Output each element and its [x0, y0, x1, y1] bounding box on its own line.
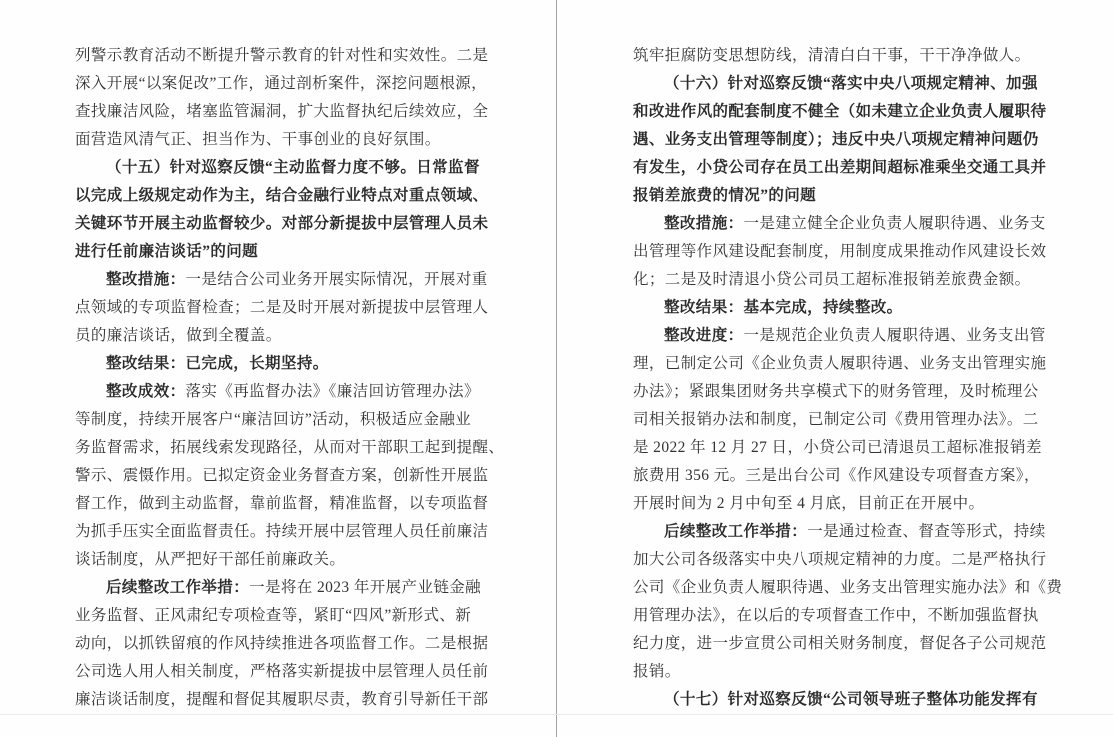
text-segment-bold: 后续整改工作举措：: [106, 579, 250, 596]
text-line: [633, 126, 1073, 154]
text-line: [75, 378, 516, 406]
page-divider: [556, 0, 557, 737]
text-segment-bold: 后续整改工作举措：: [664, 523, 808, 540]
text-segment: 出管理等作风建设配套制度，用制度成果推动作风建设长效: [633, 243, 1047, 260]
text-line: [633, 182, 1073, 210]
text-line: [633, 574, 1073, 602]
text-segment: 一是建立健全企业负责人履职待遇、业务支: [743, 215, 1046, 232]
text-segment: 一是通过检查、督查等形式，持续: [807, 523, 1046, 540]
text-segment-bold: 以完成上级规定动作为主，结合金融行业特点对重点领域、: [75, 187, 489, 204]
text-segment: 用管理办法》，在以后的专项督查工作中，不断加强监督执: [633, 607, 1039, 624]
text-segment: 是 2022 年 12 月 27 日，小贷公司已清退员工超标准报销差: [633, 439, 1042, 456]
text-segment-bold: 整改结果：: [664, 299, 744, 316]
text-line: [75, 238, 516, 266]
text-segment: 落实《再监督办法》《廉洁回访管理办法》: [185, 383, 480, 400]
text-segment-bold: 已完成，长期坚持。: [185, 355, 329, 372]
text-line: [75, 70, 516, 98]
text-segment-bold: 整改措施：: [664, 215, 744, 232]
text-line: [633, 434, 1073, 462]
text-segment-bold: 整改措施：: [106, 271, 186, 288]
text-segment: 谈话制度，从严把好干部任前廉政关。: [75, 551, 346, 568]
text-segment: 开展时间为 2 月中旬至 4 月底，目前正在开展中。: [633, 495, 985, 512]
text-line: [633, 294, 1073, 322]
text-line: [633, 546, 1073, 574]
text-line: [633, 686, 1073, 714]
text-segment: 查找廉洁风险，堵塞监管漏洞，扩大监督执纪后续效应，全: [75, 103, 489, 120]
text-line: [75, 686, 516, 714]
text-segment: 加大公司各级落实中央八项规定精神的力度。二是严格执行: [633, 551, 1047, 568]
text-segment: 深入开展“以案促改”工作，通过剖析案件，深挖问题根源，: [75, 75, 488, 92]
text-segment: 业务监督、正风肃纪专项检查等，紧盯“四风”新形式、新: [75, 607, 472, 624]
text-line: [633, 518, 1073, 546]
text-segment: 为抓手压实全面监督责任。持续开展中层管理人员任前廉洁: [75, 523, 489, 540]
text-segment-bold: 关键环节开展主动监督较少。对部分新提拔中层管理人员未: [75, 215, 489, 232]
text-segment: 一是结合公司业务开展实际情况，开展对重: [185, 271, 488, 288]
text-segment: 一是规范企业负责人履职待遇、业务支出管: [743, 327, 1046, 344]
text-line: [633, 350, 1073, 378]
text-line: [75, 434, 516, 462]
text-segment: 列警示教育活动不断提升警示教育的针对性和实效性。二是: [75, 47, 489, 64]
text-segment: 警示、震慑作用。已拟定资金业务督查方案，创新性开展监: [75, 467, 489, 484]
text-segment: 理，已制定公司《企业负责人履职待遇、业务支出管理实施: [633, 355, 1047, 372]
text-line: [633, 154, 1073, 182]
text-segment-bold: 报销差旅费的情况”的问题: [633, 187, 817, 204]
text-line: [633, 602, 1073, 630]
text-segment: 公司《企业负责人履职待遇、业务支出管理实施办法》和《费: [633, 579, 1063, 596]
text-line: [75, 602, 516, 630]
text-line: [633, 98, 1073, 126]
text-line: [633, 630, 1073, 658]
text-line: [75, 182, 516, 210]
text-segment: 动向，以抓铁留痕的作风持续推进各项监督工作。二是根据: [75, 635, 489, 652]
text-line: [633, 322, 1073, 350]
text-line: [75, 462, 516, 490]
text-line: [75, 546, 516, 574]
text-line: [633, 238, 1073, 266]
text-segment: 一是将在 2023 年开展产业链金融: [249, 579, 482, 596]
text-segment: 员的廉洁谈话，做到全覆盖。: [75, 327, 282, 344]
text-segment: 化；二是及时清退小贷公司员工超标准报销差旅费金额。: [633, 271, 1031, 288]
text-segment-bold: 整改进度：: [664, 327, 744, 344]
text-segment-bold: （十五）针对巡察反馈“主动监督力度不够。日常监督: [106, 159, 480, 176]
text-line: [75, 630, 516, 658]
text-line: [75, 294, 516, 322]
text-segment-bold: 遇、业务支出管理等制度）；违反中央八项规定精神问题仍: [633, 131, 1039, 148]
page-bottom-edge: [0, 714, 1113, 715]
text-segment: 司相关报销办法和制度，已制定公司《费用管理办法》。二: [633, 411, 1039, 428]
text-line: [633, 70, 1073, 98]
text-segment: 报销。: [633, 663, 681, 680]
text-line: [75, 322, 516, 350]
text-line: [75, 574, 516, 602]
text-segment: 旅费用 356 元。三是出台公司《作风建设专项督查方案》，: [633, 467, 1040, 484]
text-segment: 办法》；紧跟集团财务共享模式下的财务管理，及时梳理公: [633, 383, 1039, 400]
text-line: [75, 350, 516, 378]
text-segment: 督工作，做到主动监督，靠前监督，精准监督，以专项监督: [75, 495, 489, 512]
text-segment-bold: 整改结果：: [106, 355, 186, 372]
text-segment-bold: （十六）针对巡察反馈“落实中央八项规定精神、加强: [664, 75, 1038, 92]
text-segment-bold: （十七）针对巡察反馈“公司领导班子整体功能发挥有: [664, 691, 1038, 708]
text-line: [75, 98, 516, 126]
text-line: [75, 126, 516, 154]
text-line: [75, 406, 516, 434]
text-segment: 纪力度，进一步宣贯公司相关财务制度，督促各子公司规范: [633, 635, 1047, 652]
text-segment-bold: 和改进作风的配套制度不健全（如未建立企业负责人履职待: [633, 103, 1047, 120]
text-segment: 等制度，持续开展客户“廉洁回访”活动，积极适应金融业: [75, 411, 472, 428]
text-line: [75, 266, 516, 294]
text-line: [633, 42, 1073, 70]
page-left: [0, 0, 556, 737]
text-line: [75, 154, 516, 182]
text-line: [75, 518, 516, 546]
text-line: [75, 210, 516, 238]
text-line: [633, 210, 1073, 238]
text-segment: 面营造风清气正、担当作为、干事创业的良好氛围。: [75, 131, 441, 148]
text-segment: 务监督需求，拓展线索发现路径，从而对干部职工起到提醒、: [75, 439, 505, 456]
text-line: [75, 658, 516, 686]
text-line: [633, 490, 1073, 518]
text-line: [633, 266, 1073, 294]
text-segment-bold: 整改成效：: [106, 383, 186, 400]
text-segment: 公司选人用人相关制度，严格落实新提拔中层管理人员任前: [75, 663, 489, 680]
text-segment: 廉洁谈话制度，提醒和督促其履职尽责，教育引导新任干部: [75, 691, 489, 708]
text-segment: 筑牢拒腐防变思想防线，清清白白干事，干干净净做人。: [633, 47, 1031, 64]
text-segment-bold: 有发生，小贷公司存在员工出差期间超标准乘坐交通工具并: [633, 159, 1047, 176]
text-line: [633, 658, 1073, 686]
text-line: [75, 42, 516, 70]
text-line: [633, 406, 1073, 434]
text-line: [633, 378, 1073, 406]
text-segment-bold: 进行任前廉洁谈话”的问题: [75, 243, 259, 260]
text-line: [75, 490, 516, 518]
page-right: [556, 0, 1113, 737]
text-segment: 点领域的专项监督检查；二是及时开展对新提拔中层管理人: [75, 299, 489, 316]
text-segment-bold: 基本完成，持续整改。: [743, 299, 903, 316]
text-line: [633, 462, 1073, 490]
